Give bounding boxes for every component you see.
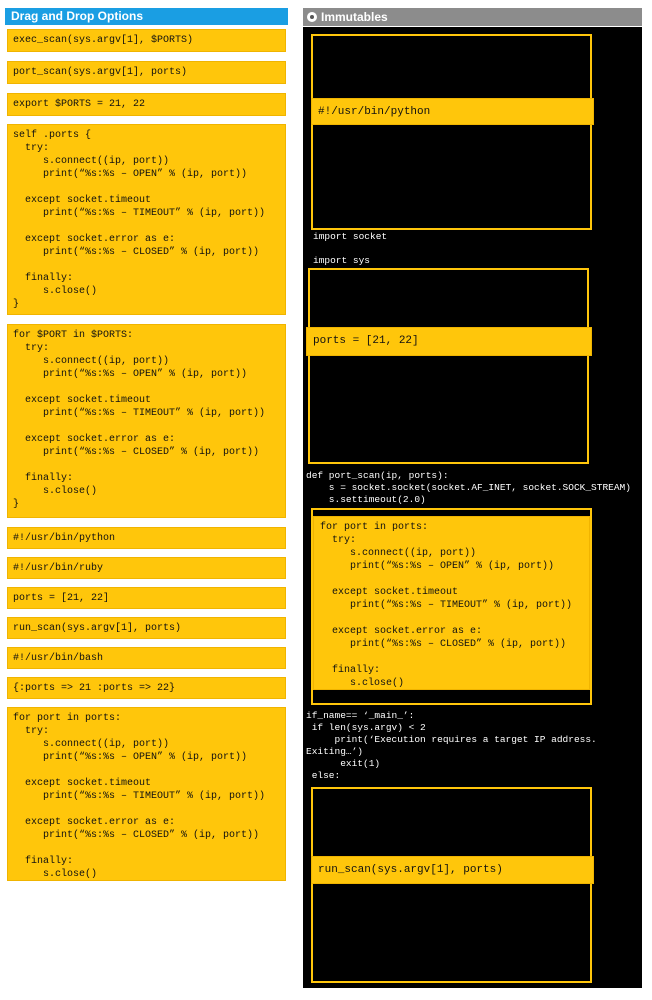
option-export-ports[interactable]: export $PORTS = 21, 22: [7, 93, 286, 116]
immutables-header: [303, 8, 642, 26]
placed-ports-list[interactable]: ports = [21, 22]: [306, 327, 592, 356]
option-ruby-hash[interactable]: {:ports => 21 :ports => 22}: [7, 677, 286, 699]
option-shebang-ruby[interactable]: #!/usr/bin/ruby: [7, 557, 286, 579]
option-for-port-block[interactable]: for port in ports: try: s.connect((ip, port)) print(“%s:%s – OPEN” % (ip, port)) except socket.timeout print(“%s:%s – TIMEOUT” % (ip, port)) except socket.error as e: print(“%s:%s – CLOSED” % (ip, port)) finally: s.close(): [7, 707, 286, 881]
option-ports-list[interactable]: ports = [21, 22]: [7, 587, 286, 609]
drop-slot-1[interactable]: [311, 34, 592, 230]
option-port-scan[interactable]: port_scan(sys.argv[1], ports): [7, 61, 286, 84]
placed-run-scan[interactable]: run_scan(sys.argv[1], ports): [311, 856, 594, 884]
drag-drop-options-title: Drag and Drop Options: [5, 8, 288, 25]
placed-for-port-block[interactable]: for port in ports: try: s.connect((ip, port)) print(“%s:%s – OPEN” % (ip, port)) except socket.timeout print(“%s:%s – TIMEOUT” % (ip, port)) except socket.error as e: print(“%s:%s – CLOSED” % (ip, port)) finally: s.close(): [313, 516, 590, 690]
code-main-block: if_name== ‘_main_’: if len(sys.argv) < 2 print(‘Execution requires a target IP address. Exiting…’) exit(1) else:: [306, 710, 597, 781]
option-for-port-var-block[interactable]: for $PORT in $PORTS: try: s.connect((ip, port)) print(“%s:%s – OPEN” % (ip, port)) except socket.timeout print(“%s:%s – TIMEOUT” % (ip, port)) except socket.error as e: print(“%s:%s – CLOSED” % (ip, port)) finally: s.close() }: [7, 324, 286, 518]
placed-shebang-python[interactable]: #!/usr/bin/python: [311, 98, 594, 125]
option-self-ports-block[interactable]: self .ports { try: s.connect((ip, port)) print(“%s:%s – OPEN” % (ip, port)) except socket.timeout print(“%s:%s – TIMEOUT” % (ip, port)) except socket.error as e: print(“%s:%s – CLOSED” % (ip, port)) finally: s.close() }: [7, 124, 286, 315]
code-def-port-scan: def port_scan(ip, ports): s = socket.socket(socket.AF_INET, socket.SOCK_STREAM) s.settimeout(2.0): [306, 470, 631, 505]
code-drop-area: [303, 27, 642, 988]
option-shebang-bash[interactable]: #!/usr/bin/bash: [7, 647, 286, 669]
radio-icon: [307, 12, 317, 22]
option-shebang-python[interactable]: #!/usr/bin/python: [7, 527, 286, 549]
code-import-sys: import sys: [313, 255, 371, 266]
code-import-socket: import socket: [313, 231, 388, 242]
drop-slot-4[interactable]: [311, 787, 592, 983]
option-run-scan[interactable]: run_scan(sys.argv[1], ports): [7, 617, 286, 639]
option-exec-scan[interactable]: exec_scan(sys.argv[1], $PORTS): [7, 29, 286, 52]
immutables-title: Immutables: [321, 10, 388, 24]
drop-slot-2[interactable]: [308, 268, 589, 464]
